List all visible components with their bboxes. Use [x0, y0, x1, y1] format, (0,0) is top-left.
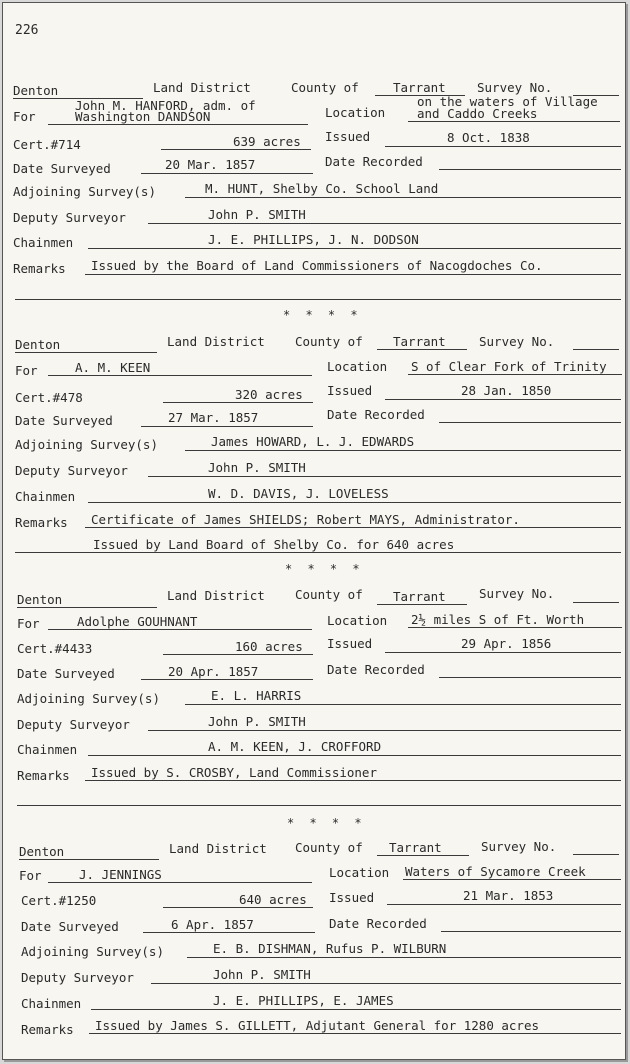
remarks-line1: Issued by James S. GILLETT, Adjutant General for 1280 acres [95, 1018, 540, 1033]
county-label: County of [295, 334, 363, 349]
adjoining-label: Adjoining Survey(s) [13, 184, 156, 199]
deputy-value: John P. SMITH [208, 207, 306, 222]
adjoining-label: Adjoining Survey(s) [15, 437, 158, 452]
land-district-label: Land District [169, 841, 267, 856]
land-district-label: Land District [153, 80, 251, 95]
cert-label: Cert.#478 [15, 390, 83, 405]
acres-value: 160 acres [235, 639, 303, 654]
county-label: County of [291, 80, 359, 95]
adjoining-label: Adjoining Survey(s) [21, 944, 164, 959]
chainmen-value: W. D. DAVIS, J. LOVELESS [208, 486, 389, 501]
acres-value: 320 acres [235, 387, 303, 402]
location-label: Location [325, 105, 386, 120]
chainmen-value: J. E. PHILLIPS, E. JAMES [213, 993, 394, 1008]
date-surveyed-value: 20 Apr. 1857 [168, 664, 259, 679]
adjoining-value: James HOWARD, L. J. EDWARDS [211, 434, 415, 449]
for-label: For [17, 616, 40, 631]
remarks-label: Remarks [13, 261, 66, 276]
date-surveyed-label: Date Surveyed [13, 161, 111, 176]
date-recorded-label: Date Recorded [327, 662, 425, 677]
acres-value: 639 acres [233, 134, 301, 149]
for-value-line2: Washington DANDSON [75, 109, 211, 124]
chainmen-value: A. M. KEEN, J. CROFFORD [208, 739, 382, 754]
location-value-line1: S of Clear Fork of Trinity [411, 359, 607, 374]
date-surveyed-value: 27 Mar. 1857 [168, 410, 259, 425]
for-value-line1: John M. HANFORD, adm. of [75, 98, 256, 113]
survey-no-label: Survey No. [477, 80, 553, 95]
adjoining-value: E. L. HARRIS [211, 688, 302, 703]
date-surveyed-value: 6 Apr. 1857 [171, 917, 254, 932]
survey-no-label: Survey No. [481, 839, 557, 854]
issued-label: Issued [327, 383, 373, 398]
for-value-line1: J. JENNINGS [79, 867, 162, 882]
issued-label: Issued [329, 890, 375, 905]
date-surveyed-label: Date Surveyed [17, 666, 115, 681]
separator-1: * * * * [283, 308, 362, 322]
county-label: County of [295, 840, 363, 855]
date-recorded-label: Date Recorded [329, 916, 427, 931]
chainmen-label: Chainmen [21, 996, 82, 1011]
chainmen-value: J. E. PHILLIPS, J. N. DODSON [208, 232, 419, 247]
remarks-line1: Issued by the Board of Land Commissioners of Nacogdoches Co. [91, 258, 543, 273]
issued-label: Issued [327, 636, 373, 651]
separator-2: * * * * [285, 562, 364, 576]
chainmen-label: Chainmen [17, 742, 78, 757]
date-recorded-label: Date Recorded [325, 154, 423, 169]
survey-record-4 [3, 765, 625, 1060]
cert-label: Cert.#1250 [21, 893, 97, 908]
cert-value: #4433 [54, 641, 93, 656]
county-value: Tarrant [393, 334, 446, 349]
date-recorded-label: Date Recorded [327, 407, 425, 422]
location-label: Location [327, 613, 388, 628]
deputy-label: Deputy Surveyor [13, 210, 126, 225]
county-value: Tarrant [393, 80, 446, 95]
district-value: Denton [19, 844, 65, 859]
date-surveyed-label: Date Surveyed [15, 413, 113, 428]
county-label: County of [295, 587, 363, 602]
survey-no-label: Survey No. [479, 334, 555, 349]
for-value-line1: Adolphe GOUHNANT [77, 614, 198, 629]
for-label: For [13, 109, 36, 124]
district-value: Denton [15, 337, 61, 352]
remarks-label: Remarks [17, 768, 70, 783]
chainmen-label: Chainmen [13, 235, 74, 250]
district-value: Denton [17, 592, 63, 607]
issued-value: 29 Apr. 1856 [461, 636, 552, 651]
date-surveyed-label: Date Surveyed [21, 919, 119, 934]
location-value-line1: 2½ miles S of Ft. Worth [411, 612, 585, 627]
remarks-line1: Issued by S. CROSBY, Land Commissioner [91, 765, 377, 780]
remarks-label: Remarks [15, 515, 68, 530]
issued-label: Issued [325, 129, 371, 144]
for-label: For [15, 363, 38, 378]
location-value-line1: on the waters of Village [417, 94, 598, 109]
document-page [2, 2, 626, 1060]
adjoining-label: Adjoining Survey(s) [17, 691, 160, 706]
date-surveyed-value: 20 Mar. 1857 [165, 157, 256, 172]
deputy-label: Deputy Surveyor [21, 970, 134, 985]
cert-value: #1250 [58, 893, 97, 908]
chainmen-label: Chainmen [15, 489, 76, 504]
location-label: Location [329, 865, 390, 880]
acres-value: 640 acres [239, 892, 307, 907]
location-value-line1: Waters of Sycamore Creek [405, 864, 586, 879]
issued-value: 28 Jan. 1850 [461, 383, 552, 398]
location-value-line2: and Caddo Creeks [417, 106, 538, 121]
district-value: Denton [13, 83, 59, 98]
survey-no-label: Survey No. [479, 586, 555, 601]
land-district-label: Land District [167, 334, 265, 349]
deputy-value: John P. SMITH [208, 460, 306, 475]
cert-label: Cert.#714 [13, 137, 81, 152]
for-value-line1: A. M. KEEN [75, 360, 151, 375]
issued-value: 21 Mar. 1853 [463, 888, 554, 903]
location-label: Location [327, 359, 388, 374]
deputy-value: John P. SMITH [208, 714, 306, 729]
cert-value: #478 [52, 390, 83, 405]
deputy-label: Deputy Surveyor [17, 717, 130, 732]
county-value: Tarrant [393, 589, 446, 604]
for-label: For [19, 868, 42, 883]
remarks-label: Remarks [21, 1022, 74, 1037]
remarks-line2: Issued by Land Board of Shelby Co. for 640 acres [93, 537, 455, 552]
adjoining-value: M. HUNT, Shelby Co. School Land [205, 181, 439, 196]
county-value: Tarrant [389, 840, 442, 855]
deputy-value: John P. SMITH [213, 967, 311, 982]
adjoining-value: E. B. DISHMAN, Rufus P. WILBURN [213, 941, 447, 956]
deputy-label: Deputy Surveyor [15, 463, 128, 478]
land-district-label: Land District [167, 588, 265, 603]
cert-value: #714 [50, 137, 81, 152]
remarks-line1: Certificate of James SHIELDS; Robert MAYS, Administrator. [91, 512, 520, 527]
separator-3: * * * * [287, 816, 366, 830]
issued-value: 8 Oct. 1838 [447, 130, 530, 145]
cert-label: Cert.#4433 [17, 641, 93, 656]
page-number: 226 [15, 23, 39, 38]
